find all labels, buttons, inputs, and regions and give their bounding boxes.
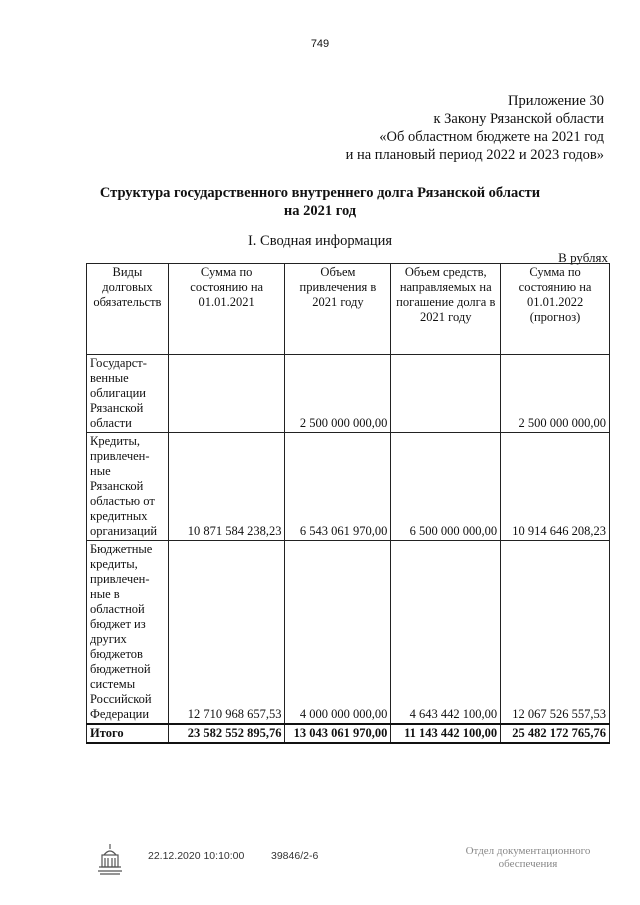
- stamp-line-2: обеспечения: [498, 858, 558, 870]
- stamp-line-1: Отдел документационного: [465, 845, 591, 857]
- header-balance-2021: Сумма по состоянию на 01.01.2021: [168, 264, 285, 355]
- row-borrowing-2021: 2 500 000 000,00: [285, 355, 391, 433]
- table-row: [87, 355, 610, 433]
- total-row: [87, 724, 610, 743]
- row-name: Кредиты, привлечен-ные Рязанской областью от кредитных организаций: [87, 433, 169, 541]
- title-line-1: Структура государственного внутреннего долга Рязанской области: [99, 185, 541, 201]
- row-repayment-2021: [391, 355, 501, 433]
- appendix-reference: [346, 92, 604, 164]
- row-borrowing-2021: 6 543 061 970,00: [285, 433, 391, 541]
- row-repayment-2021: 4 643 442 100,00: [391, 541, 501, 725]
- row-balance-2021: 12 710 968 657,53: [168, 541, 285, 725]
- table-row: [87, 433, 610, 541]
- table-header-row: [87, 264, 610, 355]
- appendix-line-2: к Закону Рязанской области: [433, 111, 604, 127]
- appendix-line-3: «Об областном бюджете на 2021 год: [379, 129, 604, 145]
- footer-datetime: 22.12.2020 10:10:00: [148, 850, 245, 862]
- page-number: 749: [310, 38, 330, 50]
- row-balance-2022: 12 067 526 557,53: [501, 541, 610, 725]
- row-borrowing-2021: 4 000 000 000,00: [285, 541, 391, 725]
- appendix-line-1: Приложение 30: [508, 93, 604, 109]
- row-name: Государст-венные облигации Рязанской области: [87, 355, 169, 433]
- row-name: Бюджетные кредиты, привлечен-ные в областной бюджет из других бюджетов бюджетной системы Российской Федерации: [87, 541, 169, 725]
- row-repayment-2021: 6 500 000 000,00: [391, 433, 501, 541]
- total-balance-2022: 25 482 172 765,76: [501, 724, 610, 743]
- total-label: Итого: [87, 724, 169, 743]
- footer-doc-id: 39846/2-6: [271, 850, 319, 862]
- row-balance-2022: 10 914 646 208,23: [501, 433, 610, 541]
- header-balance-2022: Сумма по состоянию на 01.01.2022 (прогноз): [501, 264, 610, 355]
- department-stamp: [448, 845, 608, 871]
- header-debt-type: Виды долговых обязательств: [87, 264, 169, 355]
- total-repayment-2021: 11 143 442 100,00: [391, 724, 501, 743]
- emblem-icon: [96, 841, 124, 877]
- debt-structure-table: [86, 263, 610, 744]
- row-balance-2021: [168, 355, 285, 433]
- total-borrowing-2021: 13 043 061 970,00: [285, 724, 391, 743]
- row-balance-2021: 10 871 584 238,23: [168, 433, 285, 541]
- document-title: [0, 184, 640, 220]
- row-balance-2022: 2 500 000 000,00: [501, 355, 610, 433]
- header-repayment-2021: Объем средств, направляемых на погашение долга в 2021 году: [391, 264, 501, 355]
- title-line-2: на 2021 год: [283, 203, 357, 219]
- total-balance-2021: 23 582 552 895,76: [168, 724, 285, 743]
- appendix-line-4: и на плановый период 2022 и 2023 годов»: [345, 147, 604, 163]
- section-heading: I. Сводная информация: [247, 233, 393, 249]
- table-row: [87, 541, 610, 725]
- header-borrowing-2021: Объем привлечения в 2021 году: [285, 264, 391, 355]
- units-label: В рублях: [558, 250, 608, 265]
